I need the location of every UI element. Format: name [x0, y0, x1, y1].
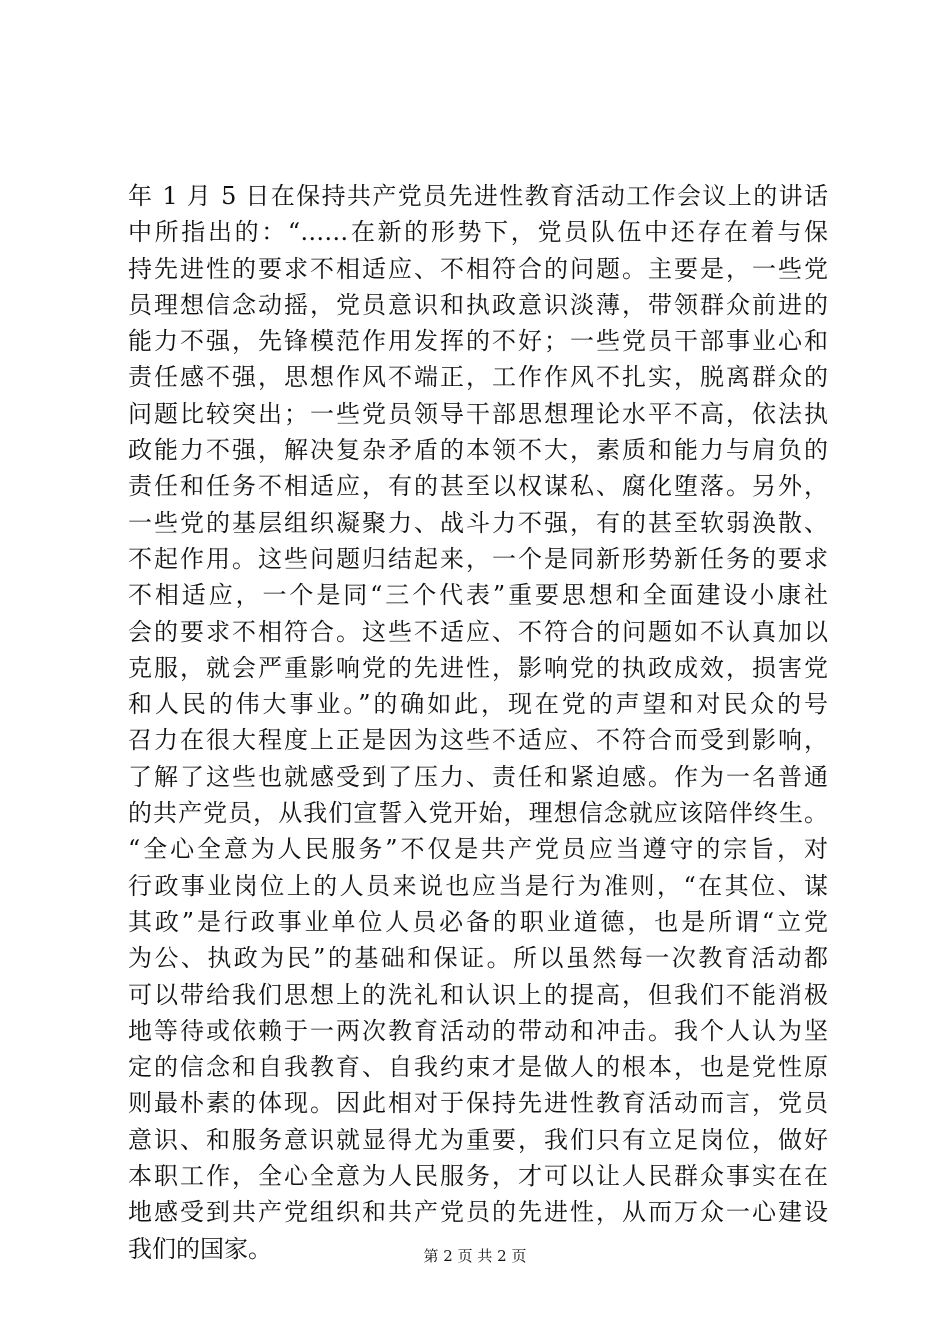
body-line: 责任和任务不相适应，有的甚至以权谋私、腐化堕落。另外， [128, 472, 828, 501]
body-line: 召力在很大程度上正是因为这些不适应、不符合而受到影响， [128, 726, 828, 755]
body-line: 为公、执政为民”的基础和保证。所以虽然每一次教育活动都 [128, 944, 828, 973]
body-line: 意识、和服务意识就显得尤为重要，我们只有立足岗位，做好 [128, 1125, 828, 1154]
body-line: 可以带给我们思想上的洗礼和认识上的提高，但我们不能消极 [128, 980, 828, 1009]
body-line: 责任感不强，思想作风不端正，工作作风不扎实，脱离群众的 [128, 363, 828, 392]
body-line: 和人民的伟大事业。”的确如此，现在党的声望和对民众的号 [128, 690, 828, 719]
body-line: 则最朴素的体现。因此相对于保持先进性教育活动而言，党员 [128, 1089, 828, 1118]
body-line: 员理想信念动摇，党员意识和执政意识淡薄，带领群众前进的 [128, 290, 828, 319]
body-line: 地等待或依赖于一两次教育活动的带动和冲击。我个人认为坚 [128, 1016, 828, 1045]
body-line: 其政”是行政事业单位人员必备的职业道德，也是所谓“立党 [128, 907, 828, 936]
body-line: 会的要求不相符合。这些不适应、不符合的问题如不认真加以 [128, 617, 828, 646]
body-line: 持先进性的要求不相适应、不相符合的问题。主要是，一些党 [128, 254, 828, 283]
body-line: 年 1 月 5 日在保持共产党员先进性教育活动工作会议上的讲话 [128, 182, 828, 210]
body-line: 的共产党员，从我们宣誓入党开始，理想信念就应该陪伴终生。 [128, 799, 828, 828]
body-line: 地感受到共产党组织和共产党员的先进性，从而万众一心建设 [128, 1198, 828, 1227]
body-line: 克服，就会严重影响党的先进性，影响党的执政成效，损害党 [128, 653, 828, 682]
body-line: 本职工作，全心全意为人民服务，才可以让人民群众事实在在 [128, 1162, 828, 1191]
body-line: 政能力不强，解决复杂矛盾的本领不大，素质和能力与肩负的 [128, 436, 828, 465]
page-number-footer: 第 2 页 共 2 页 [423, 1247, 527, 1265]
body-line: 定的信念和自我教育、自我约束才是做人的根本，也是党性原 [128, 1053, 828, 1082]
body-line: 行政事业岗位上的人员来说也应当是行为准则，“在其位、谋 [128, 871, 828, 900]
body-line: 问题比较突出；一些党员领导干部思想理论水平不高，依法执 [128, 399, 828, 428]
body-line: 我们的国家。 [128, 1234, 272, 1263]
body-line: 一些党的基层组织凝聚力、战斗力不强，有的甚至软弱涣散、 [128, 508, 828, 537]
body-line: 中所指出的：“……在新的形势下，党员队伍中还存在着与保 [128, 218, 828, 247]
body-line: “全心全意为人民服务”不仅是共产党员应当遵守的宗旨，对 [128, 835, 828, 864]
body-line: 了解了这些也就感受到了压力、责任和紧迫感。作为一名普通 [128, 762, 828, 791]
body-line: 能力不强，先锋模范作用发挥的不好；一些党员干部事业心和 [128, 327, 828, 356]
body-text [128, 178, 828, 1267]
body-line: 不起作用。这些问题归结起来，一个是同新形势新任务的要求 [128, 544, 828, 573]
body-line: 不相适应，一个是同“三个代表”重要思想和全面建设小康社 [128, 581, 828, 610]
